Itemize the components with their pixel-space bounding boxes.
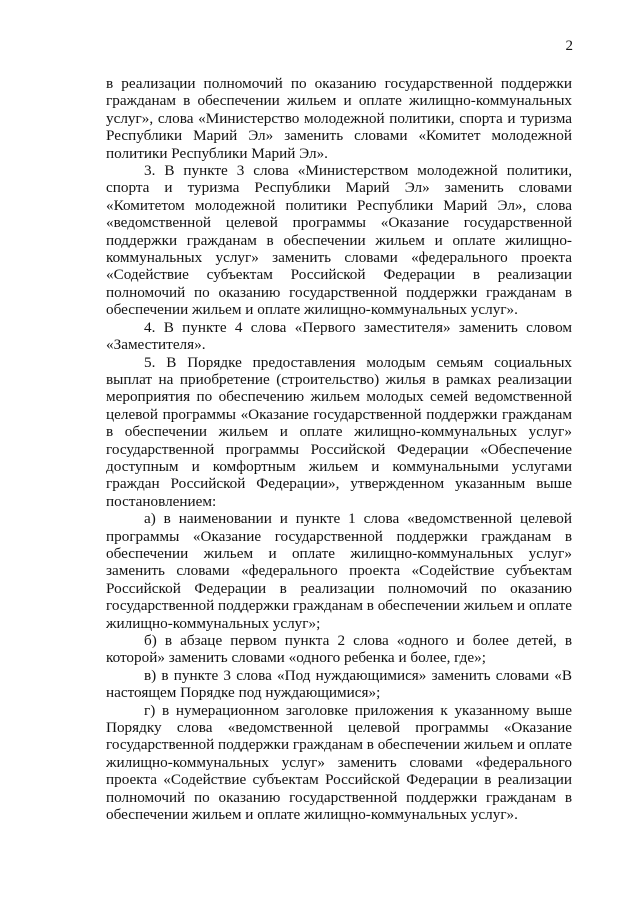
paragraph-continuation: в реализации полномочий по оказанию государственной поддержки гражданам в обеспечении жильем и оплате жилищно-коммунальных услуг», слова «Министерство молодежной политики, спорта и туризма Республики Марий Эл» заменить словами «Комитет молодежной политики Республики Марий Эл». xyxy=(106,75,572,162)
paragraph-subitem-v: в) в пункте 3 слова «Под нуждающимися» заменить словами «В настоящем Порядке под нуждающимися»; xyxy=(106,666,572,702)
paragraph-subitem-a: а) в наименовании и пункте 1 слова «ведомственной целевой программы «Оказание государственной поддержки гражданам в обеспечении жильем и оплате жилищно-коммунальных услуг» заменить словами «федерального проекта «Содействие субъектам Российской Федерации в реализации полномочий по оказанию государственной поддержки гражданам в обеспечении жильем и оплате жилищно-коммунальных услуг»; xyxy=(106,510,572,632)
page-number: 2 xyxy=(565,38,573,54)
document-body xyxy=(106,75,572,823)
paragraph-item-4: 4. В пункте 4 слова «Первого заместителя» заменить словом «Заместителя». xyxy=(106,318,572,354)
paragraph-subitem-g: г) в нумерационном заголовке приложения к указанному выше Порядку слова «ведомственной целевой программы «Оказание государственной поддержки гражданам в обеспечении жильем и оплате жилищно-коммунальных услуг» заменить словами «федерального проекта «Содействие субъектам Российской Федерации в реализации полномочий по оказанию государственной поддержки гражданам в обеспечении жильем и оплате жилищно-коммунальных услуг». xyxy=(106,701,572,824)
paragraph-item-5: 5. В Порядке предоставления молодым семьям социальных выплат на приобретение (строительство) жилья в рамках реализации мероприятия по обеспечению жильем молодых семей ведомственной целевой программы «Оказание государственной поддержки гражданам в обеспечении жильем и оплате жилищно-коммунальных услуг» государственной программы Российской Федерации «Обеспечение доступным и комфортным жильем и коммунальными услугами граждан Российской Федерации», утвержденном указанным выше постановлением: xyxy=(106,353,572,510)
paragraph-item-3: 3. В пункте 3 слова «Министерством молодежной политики, спорта и туризма Республики Марий Эл» заменить словами «Комитетом молодежной политики Республики Марий Эл», слова «ведомственной целевой программы «Оказание государственной поддержки гражданам в обеспечении жильем и оплате жилищно-коммунальных услуг» заменить словами «федерального проекта «Содействие субъектам Российской Федерации в реализации полномочий по оказанию государственной поддержки гражданам в обеспечении жильем и оплате жилищно-коммунальных услуг». xyxy=(106,162,572,319)
paragraph-subitem-b: б) в абзаце первом пункта 2 слова «одного и более детей, в которой» заменить словами «одного ребенка и более, где»; xyxy=(106,632,572,667)
